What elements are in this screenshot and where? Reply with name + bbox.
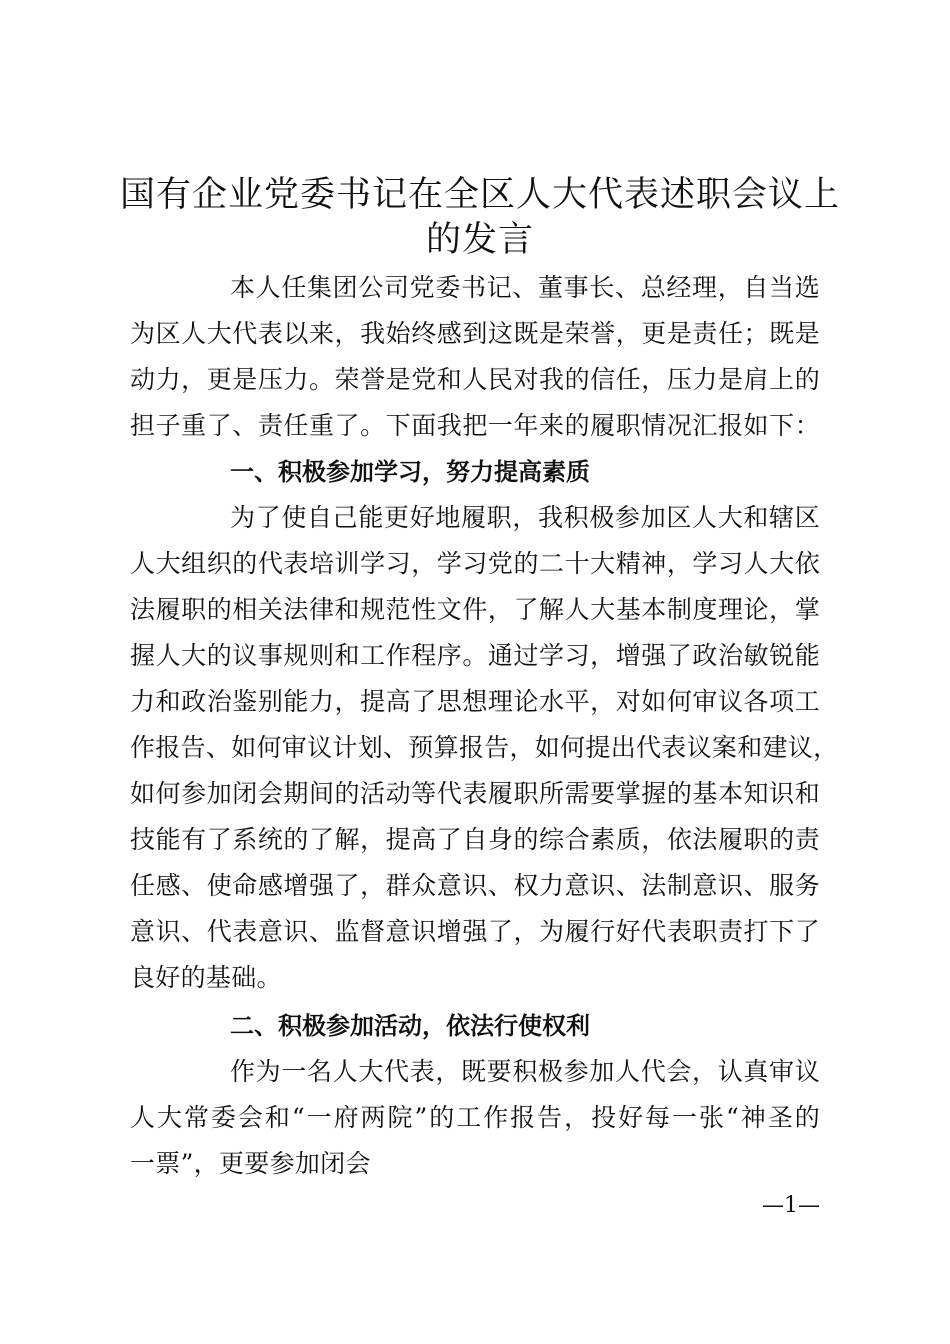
section1-line: 人大组织的代表培训学习，学习党的二十大精神，学习人大依 [130, 549, 820, 578]
section-heading-1: 一、积极参加学习，努力提高素质 [230, 458, 590, 486]
section2-line: 作为一名人大代表，既要积极参加人代会，认真审议 [230, 1057, 820, 1086]
section1-line: 法履职的相关法律和规范性文件，了解人大基本制度理论，掌 [130, 595, 820, 624]
section1-line: 技能有了系统的了解，提高了自身的综合素质，依法履职的责 [130, 825, 820, 854]
section1-line: 任感、使命感增强了，群众意识、权力意识、法制意识、服务 [130, 871, 820, 900]
intro-line: 动力，更是压力。荣誉是党和人民对我的信任，压力是肩上的 [130, 365, 820, 394]
section1-line: 握人大的议事规则和工作程序。通过学习，增强了政治敏锐能 [130, 641, 820, 670]
section1-line: 意识、代表意识、监督意识增强了，为履行好代表职责打下了 [130, 917, 820, 946]
section1-line: 良好的基础。 [130, 963, 282, 992]
section1-line: 作报告、如何审议计划、预算报告，如何提出代表议案和建议， [130, 733, 839, 762]
section2-line: 一票”，更要参加闭会 [130, 1149, 371, 1178]
page-number: —1— [762, 1193, 820, 1218]
section-heading-2: 二、积极参加活动，依法行使权利 [230, 1012, 590, 1040]
document-title-line-1: 国有企业党委书记在全区人大代表述职会议上 [120, 175, 841, 215]
intro-line: 本人任集团公司党委书记、董事长、总经理，自当选 [230, 273, 820, 302]
section1-line: 力和政治鉴别能力，提高了思想理论水平，对如何审议各项工 [130, 687, 820, 716]
document-title-line-2: 的发言 [425, 220, 534, 260]
section1-line: 为了使自己能更好地履职，我积极参加区人大和辖区 [230, 503, 820, 532]
section1-line: 如何参加闭会期间的活动等代表履职所需要掌握的基本知识和 [130, 779, 820, 808]
intro-line: 为区人大代表以来，我始终感到这既是荣誉，更是责任；既是 [130, 319, 820, 348]
intro-line: 担子重了、责任重了。下面我把一年来的履职情况汇报如下： [130, 411, 820, 440]
section2-line: 人大常委会和“一府两院”的工作报告，投好每一张“神圣的 [130, 1103, 820, 1132]
